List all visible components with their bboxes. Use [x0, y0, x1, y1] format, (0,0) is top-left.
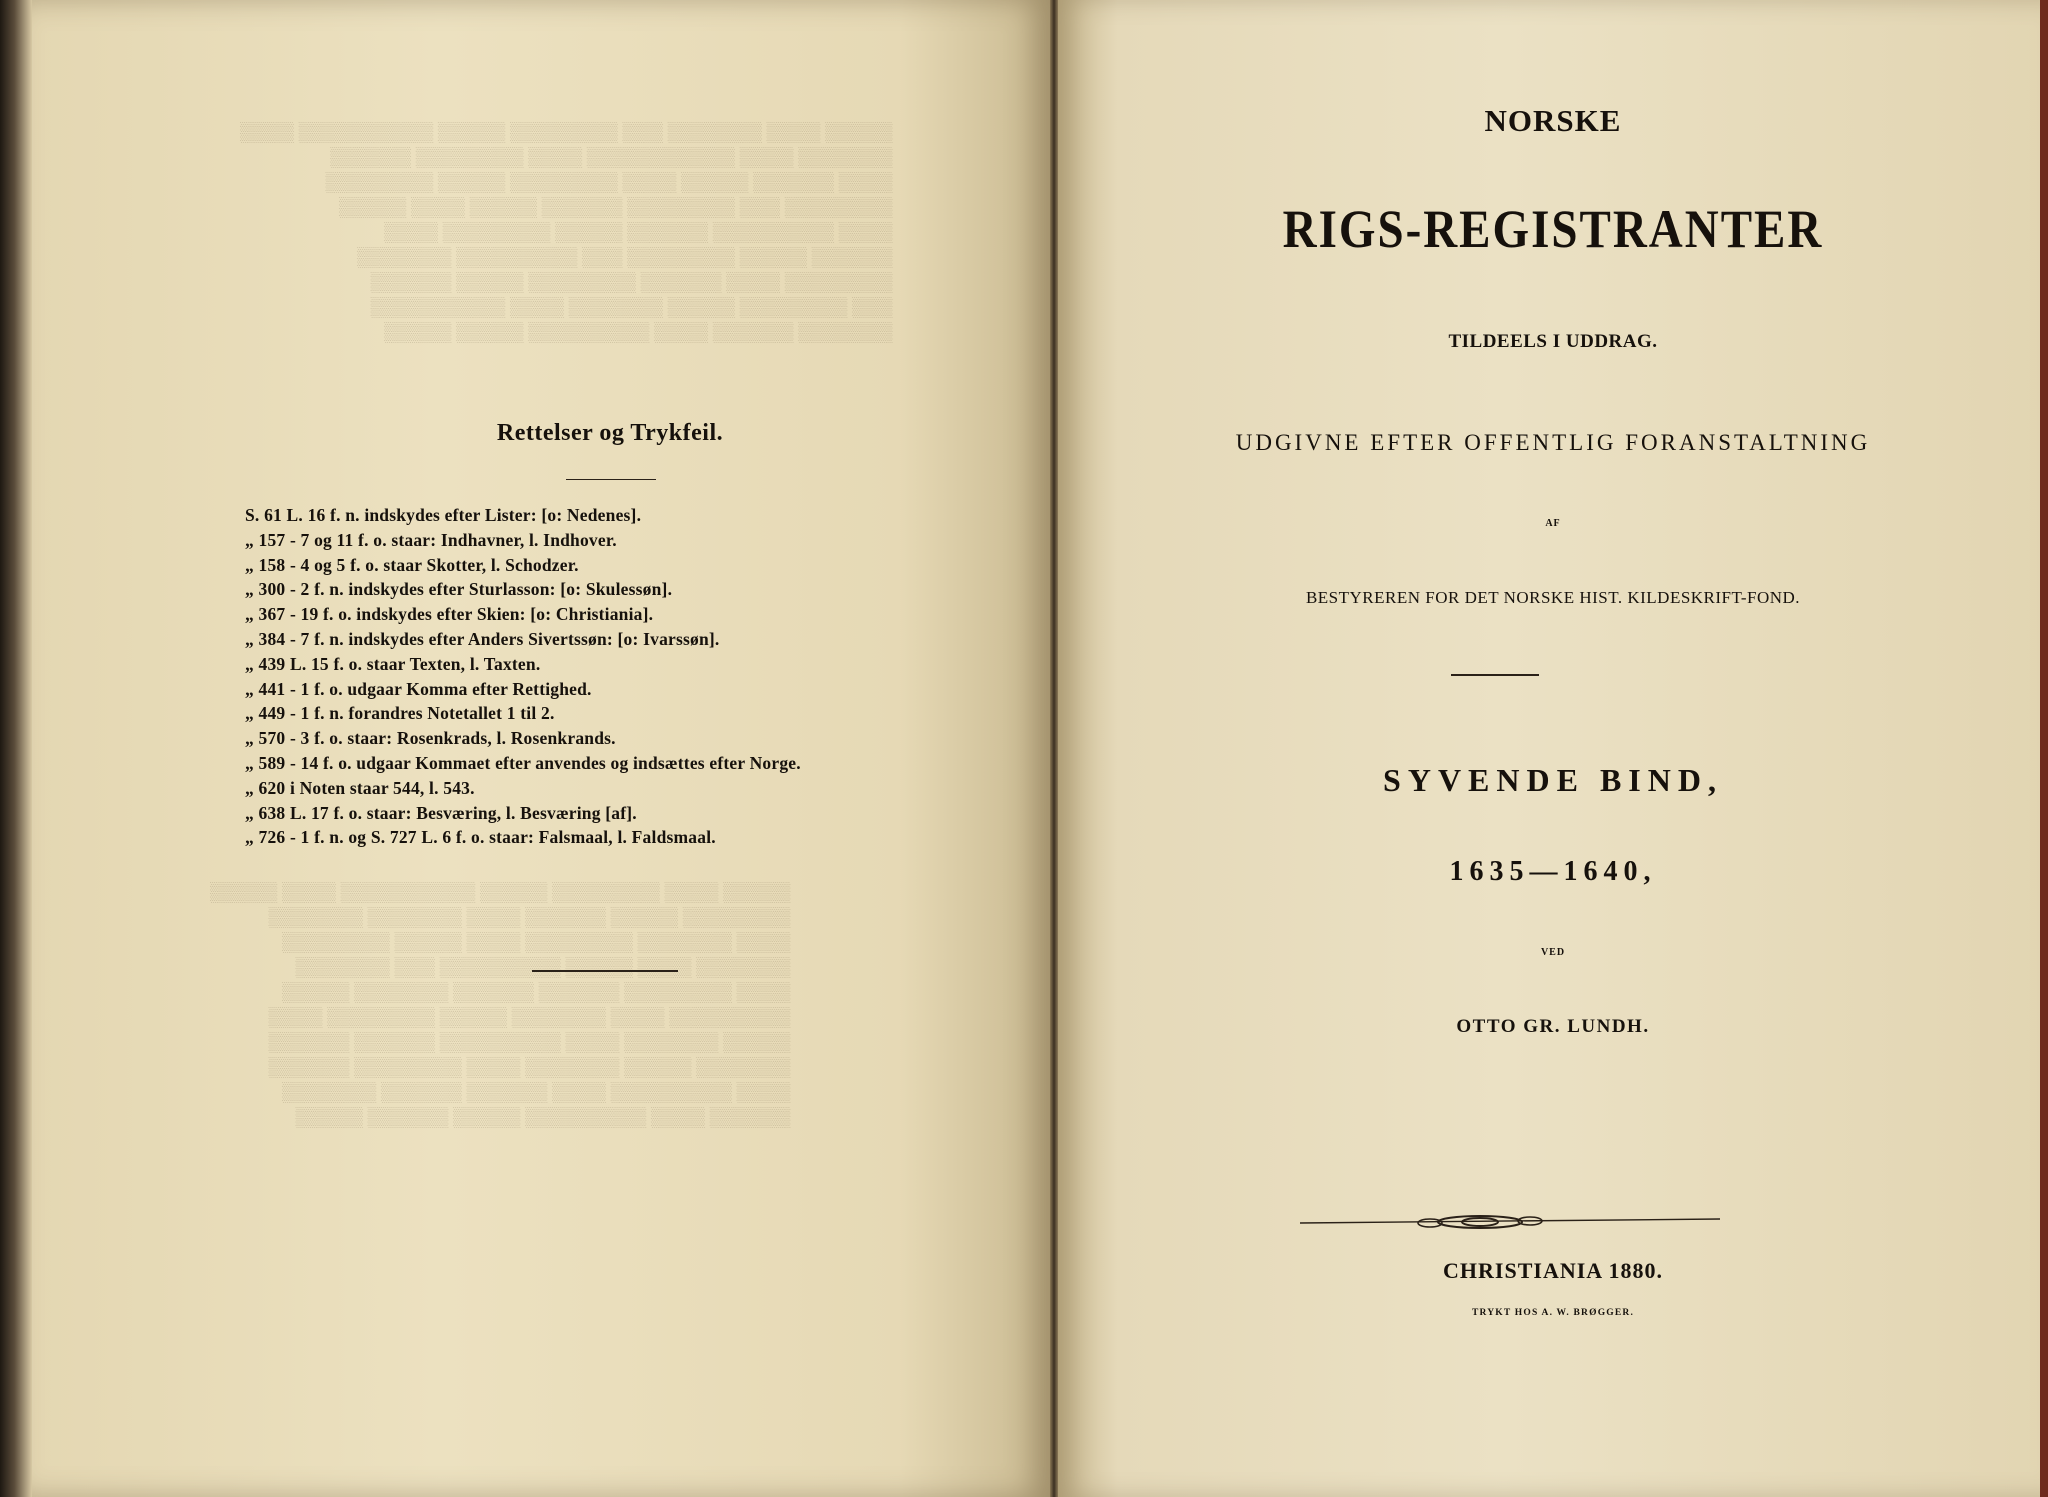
subtitle: TILDEELS I UDDRAG.	[1448, 331, 1658, 352]
imprint-place-year: CHRISTIANIA 1880.	[1443, 1258, 1663, 1283]
errata-heading: Rettelser og Trykfeil.	[496, 420, 724, 446]
errata-entry: „ 726 - 1 f. n. og S. 727 L. 6 f. o. staar: Falsmaal, l. Faldsmaal.	[245, 827, 716, 848]
errata-end-rule	[532, 970, 678, 972]
af-line: AF	[1545, 518, 1561, 529]
errata-entry: „ 300 - 2 f. n. indskydes efter Sturlasson: [o: Skulessøn].	[245, 579, 673, 600]
title-rule	[1451, 674, 1539, 676]
ved-line: VED	[1540, 947, 1566, 958]
book-gutter	[1050, 0, 1058, 1497]
publication-line: UDGIVNE EFTER OFFENTLIG FORANSTALTNING	[1235, 430, 1871, 455]
errata-entry: „ 384 - 7 f. n. indskydes efter Anders Sivertssøn: [o: Ivarssøn].	[245, 628, 720, 649]
errata-list	[245, 503, 965, 850]
main-title: RIGS-REGISTRANTER	[1282, 200, 1824, 260]
editor-line: BESTYREREN FOR DET NORSKE HIST. KILDESKRIFT-FOND.	[1305, 588, 1801, 607]
errata-entry: S. 61 L. 16 f. n. indskydes efter Lister: [o: Nedenes].	[245, 505, 642, 525]
author-name: OTTO GR. LUNDH.	[1456, 1016, 1650, 1037]
book-edge-left	[0, 0, 32, 1497]
title-line-norske: NORSKE	[1484, 103, 1622, 138]
errata-entry: „ 620 i Noten staar 544, l. 543.	[245, 777, 475, 798]
year-range: 1635—1640,	[1449, 856, 1657, 887]
errata-entry: „ 439 L. 15 f. o. staar Texten, l. Taxten.	[245, 653, 541, 674]
errata-entry: „ 441 - 1 f. o. udgaar Komma efter Rettighed.	[245, 678, 592, 699]
volume-label: SYVENDE BIND,	[1383, 762, 1723, 798]
errata-entry: „ 449 - 1 f. n. forandres Notetallet 1 til 2.	[245, 703, 555, 724]
errata-entry: „ 367 - 19 f. o. indskydes efter Skien: [o: Christiania].	[245, 604, 654, 625]
printer-line: TRYKT HOS A. W. BRØGGER.	[1471, 1308, 1635, 1318]
ornament-divider-icon	[1300, 1210, 1720, 1236]
errata-heading-rule	[566, 479, 656, 480]
errata-entry: „ 570 - 3 f. o. staar: Rosenkrads, l. Rosenkrands.	[245, 728, 616, 749]
errata-entry: „ 589 - 14 f. o. udgaar Kommaet efter anvendes og indsættes efter Norge.	[245, 752, 801, 773]
errata-entry: „ 638 L. 17 f. o. staar: Besværing, l. Besværing [af].	[245, 802, 637, 823]
errata-entry: „ 157 - 7 og 11 f. o. staar: Indhavner, l. Indhover.	[245, 529, 617, 550]
errata-entry: „ 158 - 4 og 5 f. o. staar Skotter, l. Schodzer.	[245, 554, 579, 575]
